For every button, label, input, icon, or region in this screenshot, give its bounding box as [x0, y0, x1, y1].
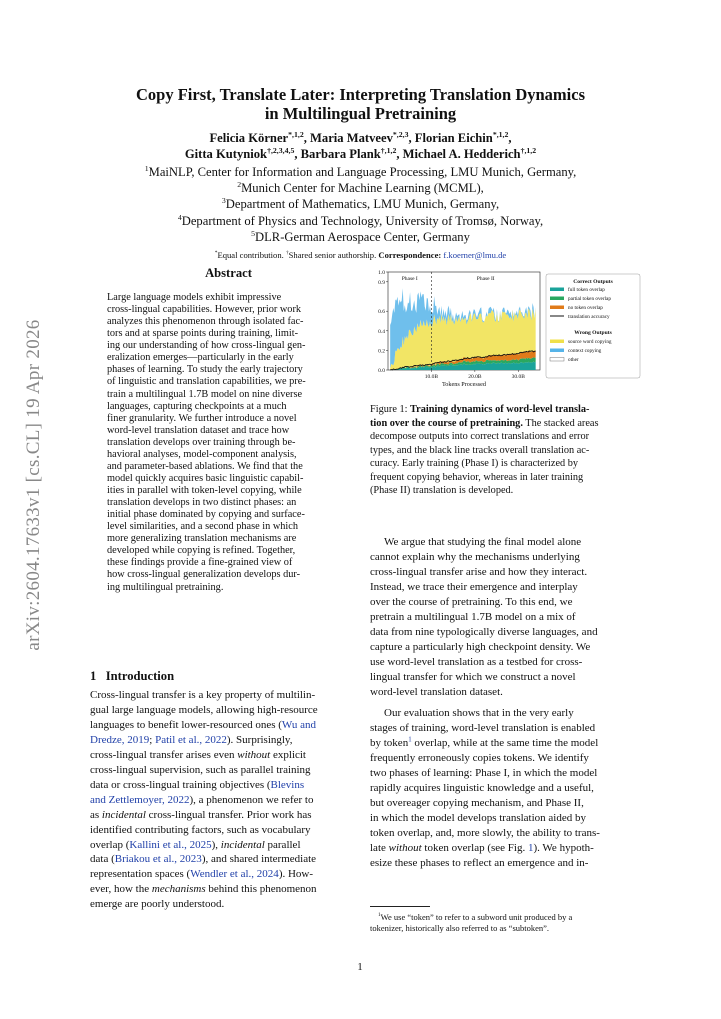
intro-line: pretrain a multilingual 1.7B model on a mix of: [370, 610, 576, 623]
caption-line: tion over the course of pretraining. The stacked areas: [370, 417, 599, 429]
abstract-line: ing multilingual pretraining.: [107, 581, 224, 593]
correspondence-label: Correspondence:: [378, 250, 442, 260]
legend-swatch: [550, 297, 564, 301]
legend-swatch: [550, 340, 564, 344]
author-affil-mark: †,1,2: [380, 145, 397, 155]
intro-line: cross-lingual transfer arise and how they interact.: [370, 565, 588, 578]
abstract-line: developed while copying is refined. Together,: [107, 545, 296, 557]
figure-1: [362, 266, 642, 392]
abstract-line: tors and at sparse points during training, limit-: [107, 328, 299, 340]
correspondence-email-link[interactable]: f.koerner@lmu.de: [443, 250, 507, 260]
intro-line: We argue that studying the final model alone: [384, 536, 582, 548]
intro-line: identified contributing factors, such as vocabulary: [90, 823, 311, 836]
caption-line: decompose outputs into correct translations and error: [370, 431, 590, 442]
legend-title: Wrong Outputs: [574, 330, 612, 336]
abstract-line: Large language models exhibit impressive: [107, 292, 282, 303]
abstract-line: word-level translation dataset and trace how: [107, 424, 290, 436]
affiliation: [80, 229, 641, 245]
intro-line: esize these phases to reflect an emergence and in-: [370, 857, 589, 870]
footnote-line: tokenizer, historically also referred to as “subtoken”.: [370, 922, 550, 933]
affiliation: [80, 196, 641, 212]
author-name: Michael A. Hedderich: [402, 147, 521, 161]
author-affil-mark: *,1,2: [492, 129, 509, 139]
affil-number: 5: [251, 228, 255, 238]
intro-left-column: [90, 688, 349, 912]
author-name: Maria Matveev: [310, 131, 393, 145]
affil-text: Munich Center for Machine Learning (MCML),: [241, 181, 484, 196]
legend-entry: partial token overlap: [568, 296, 611, 302]
caption-line: (Phase II) translation is developed.: [370, 485, 514, 496]
abstract-line: ities in parallel with token-level copying, while: [107, 485, 302, 496]
section-title: Introduction: [105, 669, 175, 683]
legend-entry: context copying: [568, 348, 602, 354]
intro-line: data or cross-lingual training objectives (Blevins: [90, 778, 305, 791]
legend-swatch: [550, 306, 564, 310]
arxiv-identifier: [14, 300, 54, 670]
intro-line: emerge are poorly understood.: [90, 898, 225, 911]
abstract-line: more generalizing translation mechanisms are: [107, 533, 297, 545]
intro-line: representation spaces (Wendler et al., 2024). How-: [90, 868, 314, 881]
abstract-line: of linguistic and translation capabilities, we pre-: [107, 376, 306, 388]
author-list: [90, 130, 631, 162]
y-tick-label: 0.0: [378, 368, 385, 374]
intro-line: cross-lingual transfer arises even without explicit: [90, 748, 306, 761]
abstract-line: initial phase dominated by copying and surface-: [107, 509, 305, 521]
intro-line: Cross-lingual transfer is a key property of multilin-: [90, 689, 316, 701]
affiliation: [80, 213, 641, 229]
intro-line: but overeager copying mechanism, and Phase II,: [370, 797, 584, 810]
intro-line: by token$^1$ overlap, while at the same time the model: [370, 736, 599, 750]
intro-line: use word-level translation as a testbed for cross-: [370, 655, 583, 668]
intro-line: capture a particularly high checkpoint density. We: [370, 640, 591, 653]
affil-number: 4: [177, 212, 182, 222]
arxiv-id-text: arXiv:2604.17633v1 [cs.CL] 19 Apr 2026: [23, 319, 44, 651]
author-affil-mark: *,2,3: [392, 129, 409, 139]
abstract-line: havioral analyses, model-component analysis,: [107, 448, 297, 460]
footnote-line: $^1$We use “token” to refer to a subword unit produced by a: [378, 912, 573, 922]
abstract-line: translation develops in two distinct phases: an: [107, 497, 297, 509]
intro-right-column: [370, 535, 635, 871]
intro-line: as incidental cross-lingual transfer. Prior work has: [90, 808, 312, 821]
y-tick-label: 0.9: [378, 279, 385, 286]
y-tick-label: 1.0: [378, 270, 385, 276]
author-affil-mark: †,1,2: [520, 145, 537, 155]
paper-title: [100, 85, 621, 123]
y-tick-label: 0.6: [378, 309, 385, 316]
affiliation: [80, 164, 641, 180]
x-axis-label: Tokens Processed: [441, 381, 487, 388]
equal-contribution-text: Equal contribution.: [217, 250, 284, 260]
intro-line: stages of training, word-level translation is enabled: [370, 722, 596, 735]
intro-line: Dredze, 2019; Patil et al., 2022). Surprisingly,: [90, 733, 293, 746]
footnote-rule: [370, 906, 430, 907]
affiliation-list: [80, 164, 641, 245]
abstract-line: and parameter-based ablations. We find that the: [107, 460, 303, 472]
abstract-body: [107, 292, 332, 594]
intro-line: rapidly acquires linguistic knowledge and a useful,: [370, 782, 594, 795]
abstract-heading: Abstract: [205, 266, 252, 280]
affil-text: MaiNLP, Center for Information and Language Processing, LMU Munich, Germany,: [148, 165, 577, 179]
phase-label: Phase II: [476, 276, 495, 282]
y-tick-label: 0.2: [378, 348, 385, 355]
legend-swatch: [550, 288, 564, 292]
title-line: Copy First, Translate Later: Interpreting Translation Dynamics: [136, 85, 585, 104]
affil-number: 3: [221, 196, 226, 206]
legend-entry: full token overlap: [568, 287, 605, 293]
abstract-line: train a multilingual 1.7B model on nine diverse: [107, 388, 303, 400]
abstract-line: cross-lingual capabilities. However, prior work: [107, 304, 302, 316]
abstract-line: languages, capturing checkpoints at a much: [107, 400, 287, 412]
author-name: Florian Eichin: [414, 131, 493, 145]
caption-line: types, and the black line tracks overall translation ac-: [370, 444, 590, 456]
author-name: Gitta Kutyniok: [184, 147, 268, 161]
intro-line: lingual transfer for which we construct a novel: [370, 670, 576, 683]
caption-line: Figure 1: Training dynamics of word-level transla-: [370, 404, 590, 415]
caption-line: frequent copying behavior, whereas in later training: [370, 471, 584, 483]
intro-line: gual large language models, allowing high-resource: [90, 703, 318, 716]
x-tick-label: 10.0B: [424, 374, 439, 380]
intro-line: cannot explain why the mechanisms underlying: [370, 550, 580, 563]
intro-line: data (Briakou et al., 2023), and shared intermediate: [90, 853, 317, 866]
intro-line: token overlap, and, more slowly, the ability to trans-: [370, 827, 600, 840]
section-heading-introduction: [90, 669, 174, 684]
abstract-line: analyzes this phenomenon through isolated fac-: [107, 316, 304, 328]
phase-label: Phase I: [401, 276, 418, 282]
abstract-line: these findings provide a fine-grained view of: [107, 557, 293, 569]
affiliation: [80, 180, 641, 196]
page-number: 1: [357, 961, 363, 973]
legend-swatch: [550, 358, 564, 362]
intro-line: in which the model develops translation aided by: [370, 812, 586, 825]
abstract-line: phases of learning. To study the early trajectory: [107, 364, 303, 376]
intro-line: and Zettlemoyer, 2022), a phenomenon we refer to: [90, 793, 314, 806]
intro-line: late without token overlap (see Fig. 1). We hypoth-: [370, 842, 594, 855]
intro-line: languages to benefit lower-resourced ones (Wu and: [90, 718, 316, 731]
caption-line: curacy. Early training (Phase I) is characterized by: [370, 458, 579, 469]
abstract-line: finer granularity. We further introduce a novel: [107, 412, 297, 424]
intro-line: cross-lingual supervision, such as parallel training: [90, 763, 311, 776]
affil-text: Department of Physics and Technology, University of Tromsø, Norway,: [181, 213, 544, 228]
affil-number: 2: [237, 180, 242, 190]
abstract-line: eralization emerges—particularly in the early: [107, 352, 294, 364]
intro-line: ever, how the mechanisms behind this phenomenon: [90, 883, 317, 896]
intro-line: overlap (Kallini et al., 2025), incidental parallel: [90, 838, 301, 851]
footnote: [370, 912, 635, 933]
abstract-line: model quickly acquires basic linguistic capabil-: [107, 472, 304, 484]
author-line: Felicia Körner$^{*,1,2}$, Maria Matveev$^{*,2,3}$, Florian Eichin$^{*,1,2}$,: [209, 129, 512, 145]
intro-line: frequently erroneously copies tokens. We identify: [370, 752, 589, 765]
author-affil-mark: †,2,3,4,5: [267, 145, 295, 155]
abstract-line: level similarities, and a second phase in which: [107, 521, 299, 533]
intro-line: Instead, we trace their emergence and interplay: [370, 580, 578, 593]
y-tick-label: 0.4: [378, 328, 385, 335]
abstract-line: ing our understanding of how cross-lingual gen-: [107, 340, 306, 352]
abstract-line: translation develops over training through be-: [107, 436, 296, 448]
x-tick-label: 30.0B: [511, 374, 525, 380]
senior-authorship-text: Shared senior authorship.: [288, 250, 377, 260]
intro-line: data from nine typologically diverse languages, and: [370, 625, 598, 638]
figure-1-caption: [370, 403, 635, 498]
intro-line: two phases of learning: Phase I, in which the model: [370, 767, 598, 780]
intro-line: Our evaluation shows that in the very early: [384, 707, 574, 720]
legend-entry: translation accuracy: [568, 314, 610, 320]
affil-text: Department of Mathematics, LMU Munich, Germany,: [225, 197, 500, 212]
author-line: Gitta Kutyniok$^{\dagger,2,3,4,5}$, Barbara Plank$^{\dagger,1,2}$, Michael A. Hedderich$^{\dagger,1,2}$: [184, 145, 537, 161]
author-name: Barbara Plank: [300, 147, 381, 161]
legend-entry: other: [568, 357, 579, 363]
contribution-note: *Equal contribution. †Shared senior authorship. Correspondence: f.koerner@lmu.de: [214, 250, 507, 260]
section-number: 1: [90, 669, 97, 683]
legend-swatch: [550, 349, 564, 353]
affil-number: 1: [144, 163, 149, 173]
legend-entry: source word copying: [568, 339, 612, 345]
x-tick-label: 20.0B: [468, 374, 482, 380]
abstract-line: how cross-lingual generalization develops dur-: [107, 569, 301, 581]
title-line: in Multilingual Pretraining: [264, 104, 457, 123]
intro-line: over the course of pretraining. To this end, we: [370, 595, 573, 608]
legend-title: Correct Outputs: [573, 279, 613, 285]
training-dynamics-chart: [362, 266, 642, 392]
legend-entry: no token overlap: [568, 305, 603, 311]
author-name: Felicia Körner: [209, 131, 289, 145]
intro-line: word-level translation dataset.: [370, 685, 503, 698]
affil-text: DLR-German Aerospace Center, Germany: [255, 229, 470, 244]
author-affil-mark: *,1,2: [288, 129, 304, 139]
